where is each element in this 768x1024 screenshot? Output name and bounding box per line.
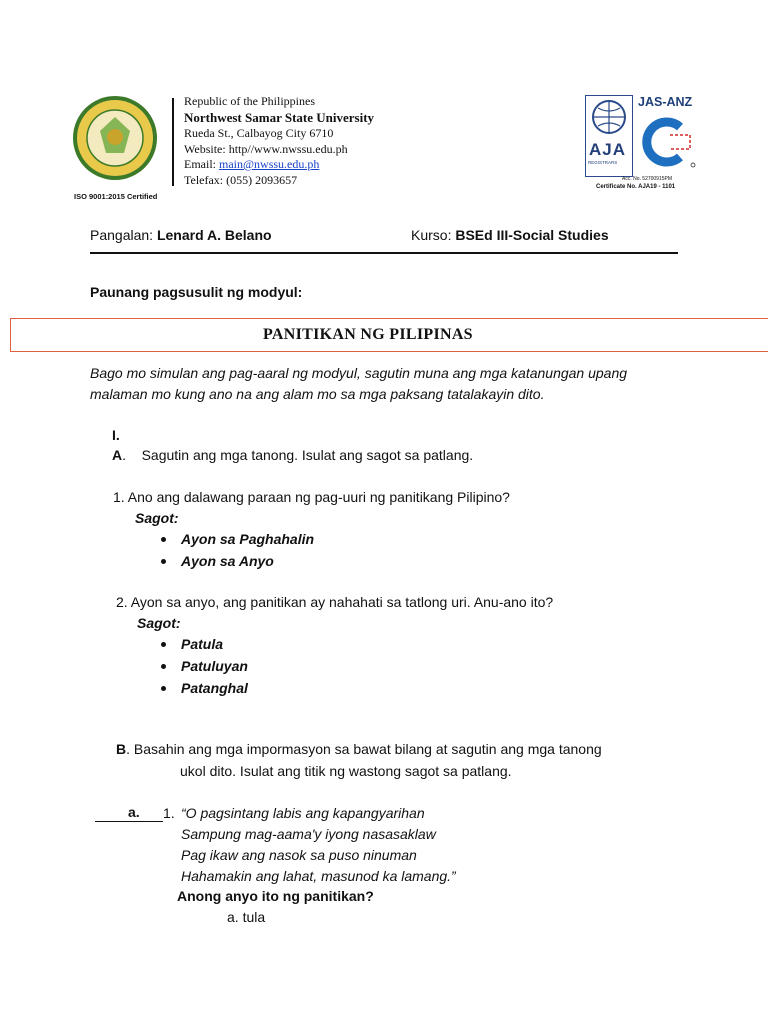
q2-sagot-label: Sagot:	[137, 615, 181, 631]
course-field	[411, 227, 609, 243]
b-question-number: 1.	[163, 805, 175, 821]
website-line: Website: http//www.nwssu.edu.ph	[184, 142, 348, 156]
republic-line: Republic of the Philippines	[184, 94, 315, 108]
section-b-instruction-2: ukol dito. Isulat ang titik ng wastong sagot sa patlang.	[180, 763, 512, 779]
bullet	[161, 642, 166, 647]
poem-line-1: “O pagsintang labis ang kapangyarihan	[181, 805, 425, 821]
part-number: I.	[112, 427, 120, 443]
globe-icon	[586, 96, 632, 136]
header-divider	[172, 98, 174, 186]
address-line: Rueda St., Calbayog City 6710	[184, 126, 334, 140]
student-name: Lenard A. Belano	[156, 227, 272, 243]
aja-text: AJA	[589, 140, 627, 159]
telefax-line: Telefax: (055) 2093657	[184, 173, 298, 187]
answer-letter: a.	[128, 804, 140, 820]
page-title: PANITIKAN NG PILIPINAS	[263, 326, 473, 343]
option-a: a. tula	[227, 909, 266, 925]
section-b-letter: B	[116, 741, 127, 757]
bullet	[161, 664, 166, 669]
question-2: 2. Ayon sa anyo, ang panitikan ay nahahati sa tatlong uri. Anu-ano ito?	[116, 594, 554, 610]
email-label: Email:	[184, 157, 219, 171]
certificate-number: Certificate No. AJA19 - 1101	[596, 184, 676, 190]
q1-sagot-label: Sagot:	[135, 510, 179, 526]
course-label: Kurso:	[411, 227, 452, 243]
b-question: Anong anyo ito ng panitikan?	[177, 888, 374, 904]
q2-answer-3: Patanghal	[181, 680, 248, 696]
jas-anz-logo-icon	[640, 115, 696, 169]
university-name: Northwest Samar State University	[184, 110, 375, 125]
question-1: 1. Ano ang dalawang paraan ng pag-uuri ng panitikang Pilipino?	[113, 489, 510, 505]
section-a-text: Sagutin ang mga tanong. Isulat ang sagot sa patlang.	[141, 447, 474, 463]
university-seal-logo	[72, 95, 158, 181]
jas-anz-text: JAS-ANZ	[638, 95, 693, 109]
bullet	[161, 559, 166, 564]
q1-answer-1: Ayon sa Paghahalin	[181, 531, 315, 547]
accreditation-number: Acc. No. 52700915PM	[622, 176, 673, 182]
email-line	[184, 157, 319, 173]
poem-line-4: Hahamakin ang lahat, masunod ka lamang.”	[181, 868, 456, 884]
name-label: Pangalan:	[90, 227, 154, 243]
poem-line-3: Pag ikaw ang nasok sa puso ninuman	[181, 847, 417, 863]
intro-line-2: malaman mo kung ano na ang alam mo sa mga paksang tatalakayin dito.	[90, 386, 545, 402]
separator-line	[90, 252, 678, 254]
q1-answer-2: Ayon sa Anyo	[181, 553, 274, 569]
q2-answer-2: Patuluyan	[181, 658, 248, 674]
q2-answer-1: Patula	[181, 636, 224, 652]
aja-small-text: REGISTRARS	[588, 160, 618, 165]
poem-line-2: Sampung mag-aama'y iyong nasasaklaw	[181, 826, 436, 842]
answer-blank	[95, 821, 163, 822]
section-a-instruction: A. Sagutin ang mga tanong. Isulat ang sagot sa patlang.	[112, 447, 474, 463]
bullet	[161, 686, 166, 691]
section-a-letter: A	[112, 447, 123, 463]
student-course: BSEd III-Social Studies	[455, 227, 609, 243]
email-link[interactable]: main@nwssu.edu.ph	[219, 157, 320, 171]
section-b-instruction-1	[116, 741, 602, 757]
iso-certification: ISO 9001:2015 Certified	[74, 192, 158, 201]
section-b-text-1: . Basahin ang mga impormasyon sa bawat bilang at sagutin ang mga tanong	[126, 741, 602, 757]
pretest-heading: Paunang pagsusulit ng modyul:	[90, 284, 303, 300]
intro-line-1: Bago mo simulan ang pag-aaral ng modyul, sagutin muna ang mga katanungan upang	[90, 365, 628, 381]
bullet	[161, 537, 166, 542]
name-field	[90, 227, 272, 243]
